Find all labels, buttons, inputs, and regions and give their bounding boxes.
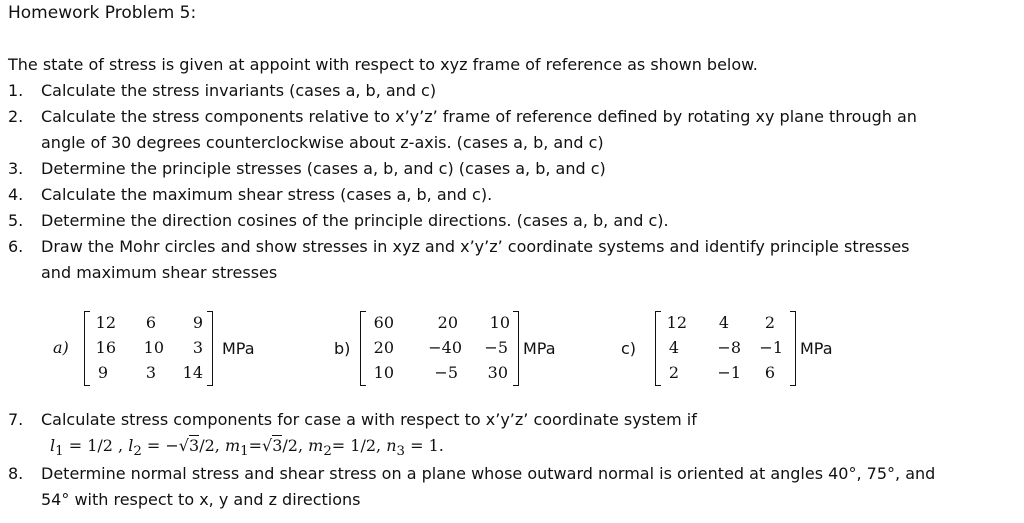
matrix-cell: 60: [373, 313, 394, 332]
matrix-a: [84, 311, 214, 386]
matrix-cell: 14: [182, 363, 203, 382]
matrix-cell: 9: [192, 313, 203, 332]
problem-title: Homework Problem 5:: [8, 3, 197, 23]
item-continuation: and maximum shear stresses: [41, 263, 278, 282]
matrix-cell: 10: [143, 338, 164, 357]
matrix-c: [655, 311, 795, 386]
list-item: [8, 81, 436, 100]
matrix-cell: −1: [717, 363, 741, 382]
matrix-cell: −5: [484, 338, 508, 357]
matrix-cell: 10: [489, 313, 510, 332]
matrix-cell: 3: [145, 363, 156, 382]
matrix-c-label: c): [621, 339, 637, 358]
matrix-a-label: a): [53, 338, 69, 357]
item-text: Calculate stress components for case a with respect to x’y’z’ coordinate system if: [41, 410, 697, 429]
direction-cosines-equation: $l_1 = 1/2$ , $l_2 = -√3/2$, $m_1=√3/2$, $m_2= 1/2$, $n_3 = 1$.: [50, 436, 444, 460]
item-number: 4.: [8, 185, 24, 204]
matrix-cell: 10: [373, 363, 394, 382]
matrix-cell: 2: [668, 363, 679, 382]
matrix-cell: 20: [373, 338, 394, 357]
item-text: Calculate the maximum shear stress (cases a, b, and c).: [41, 185, 493, 204]
matrix-b-label: b): [334, 339, 351, 358]
item-continuation: angle of 30 degrees counterclockwise about z-axis. (cases a, b, and c): [41, 133, 604, 152]
matrix-cell: 12: [95, 313, 116, 332]
item-text: Determine the direction cosines of the principle directions. (cases a, b, and c).: [41, 211, 669, 230]
matrix-cell: −1: [759, 338, 783, 357]
item-number: 2.: [8, 107, 24, 126]
list-item: [8, 185, 492, 204]
matrix-c-unit: MPa: [800, 339, 833, 358]
list-item: [8, 237, 910, 256]
matrix-cell: 9: [97, 363, 108, 382]
matrix-cell: 12: [666, 313, 687, 332]
matrix-cell: 4: [718, 313, 729, 332]
matrix-cell: 16: [95, 338, 116, 357]
list-item: [8, 211, 669, 230]
matrix-cell: −5: [434, 363, 458, 382]
item-number: 5.: [8, 211, 24, 230]
item-number: 6.: [8, 237, 24, 256]
matrix-cell: 2: [764, 313, 775, 332]
matrix-cell: 6: [145, 313, 156, 332]
item-text: Determine the principle stresses (cases a, b, and c) (cases a, b, and c): [41, 159, 606, 178]
item-text: Draw the Mohr circles and show stresses in xyz and x’y’z’ coordinate systems and identify principle stresses: [41, 237, 910, 256]
right-bracket: [513, 311, 519, 386]
matrix-cell: 4: [668, 338, 679, 357]
matrix-a-unit: MPa: [222, 339, 255, 358]
intro-text: The state of stress is given at appoint with respect to xyz frame of reference as shown below.: [8, 55, 758, 74]
item-text: Calculate the stress invariants (cases a, b, and c): [41, 81, 437, 100]
list-item: [8, 159, 606, 178]
matrix-cell: −8: [717, 338, 741, 357]
item-number: 8.: [8, 464, 24, 483]
item-number: 7.: [8, 410, 24, 429]
matrix-cell: −40: [428, 338, 462, 357]
right-bracket: [207, 311, 213, 386]
list-item: [8, 464, 935, 483]
list-item: [8, 107, 917, 126]
matrix-cell: 30: [487, 363, 508, 382]
matrix-cell: 6: [764, 363, 775, 382]
list-item: [8, 410, 697, 429]
item-text: Calculate the stress components relative to x’y’z’ frame of reference defined by rotating xy plane through an: [41, 107, 917, 126]
matrix-cell: 20: [437, 313, 458, 332]
matrix-b-unit: MPa: [523, 339, 556, 358]
matrix-b: [360, 311, 515, 386]
item-number: 3.: [8, 159, 24, 178]
item-continuation: 54° with respect to x, y and z directions: [41, 490, 361, 509]
right-bracket: [790, 311, 796, 386]
matrix-cell: 3: [192, 338, 203, 357]
item-number: 1.: [8, 81, 24, 100]
item-text: Determine normal stress and shear stress on a plane whose outward normal is oriented at angles 40°, 75°, and: [41, 464, 936, 483]
